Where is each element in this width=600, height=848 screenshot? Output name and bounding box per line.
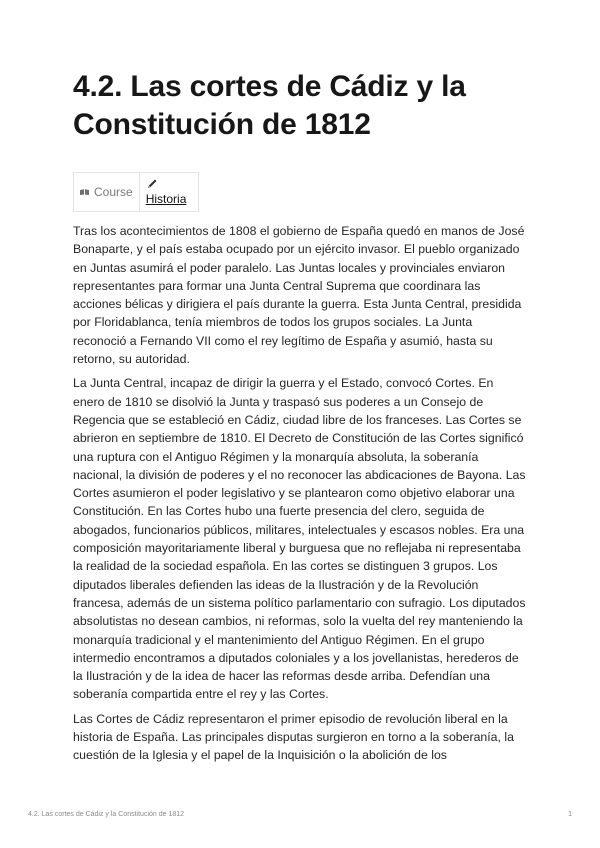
property-value xyxy=(139,173,199,212)
property-key xyxy=(74,173,140,212)
pencil-icon xyxy=(146,178,158,190)
paragraph: Tras los acontecimientos de 1808 el gobierno de España quedó en manos de José Bonaparte, y el país estaba ocupado por un ejército invasor. El pueblo organizado en Juntas asumirá el poder paralelo. Las Juntas locales y provinciales enviaron representantes para formar una Junta Central Suprema que coordinara las acciones bélicas y dirigiera el país durante la guerra. Esta Junta Central, presidida por Floridablanca, tenía miembros de todos los grupos sociales. La Junta reconoció a Fernando VII como el rey legítimo de España y asumió, hasta su retorno, su autoridad. xyxy=(73,224,525,367)
footer-page-number: 1 xyxy=(568,811,572,818)
paragraph: Las Cortes de Cádiz representaron el primer episodio de revolución liberal en la historia de España. Las principales disputas surgieron en torno a la soberanía, la cuestión de la Iglesia y el papel de la Inquisición o la abolición de los xyxy=(73,711,514,763)
property-row-course xyxy=(74,173,199,212)
content-body xyxy=(73,222,527,765)
property-value-wrap xyxy=(146,178,187,207)
course-link[interactable]: Historia xyxy=(145,191,187,206)
book-icon xyxy=(80,189,89,195)
page-title: 4.2. Las cortes de Cádiz y la Constitución de 1812 xyxy=(73,70,466,141)
properties-table xyxy=(73,172,199,212)
footer-title: 4.2. Las cortes de Cádiz y la Constitución de 1812 xyxy=(28,811,185,818)
property-key-label: Course xyxy=(94,185,133,199)
paragraph: La Junta Central, incapaz de dirigir la guerra y el Estado, convocó Cortes. En enero de 1810 se disolvió la Junta y traspasó sus poderes a un Consejo de Regencia que se estableció en Cádiz, ciudad libre de los franceses. Las Cortes se abrieron en septiembre de 1810. El Decreto de Constitución de las Cortes significó una ruptura con el Antiguo Régimen y la monarquía absoluta, la soberanía nacional, la división de poderes y el no reconocer las abdicaciones de Bayona. Las Cortes asumieron el poder legislativo y se plantearon como objetivo elaborar una Constitución. En las Cortes hubo una fuerte presencia del clero, seguida de abogados, funcionarios públicos, militares, intelectuales y escasos nobles. Era una composición mayoritariamente liberal y burguesa que no reflejaba ni representaba la realidad de la sociedad española. En las cortes se distinguen 3 grupos. Los diputados liberales defienden las ideas de la Ilustración y de la Revolución francesa, además de un sistema político parlamentario con sufragio. Los diputados absolutistas no desean cambios, ni reformas, solo la vuelta del rey manteniendo la monarquía tradicional y el mantenimiento del Antiguo Régimen. En el grupo intermedio encontramos a diputados coloniales y a los jovellanistas, herederos de la Ilustración y de la idea de hacer las reformas desde arriba. Defendían una soberanía compartida entre el rey y las Cortes. xyxy=(73,376,526,702)
document-page xyxy=(73,68,527,771)
